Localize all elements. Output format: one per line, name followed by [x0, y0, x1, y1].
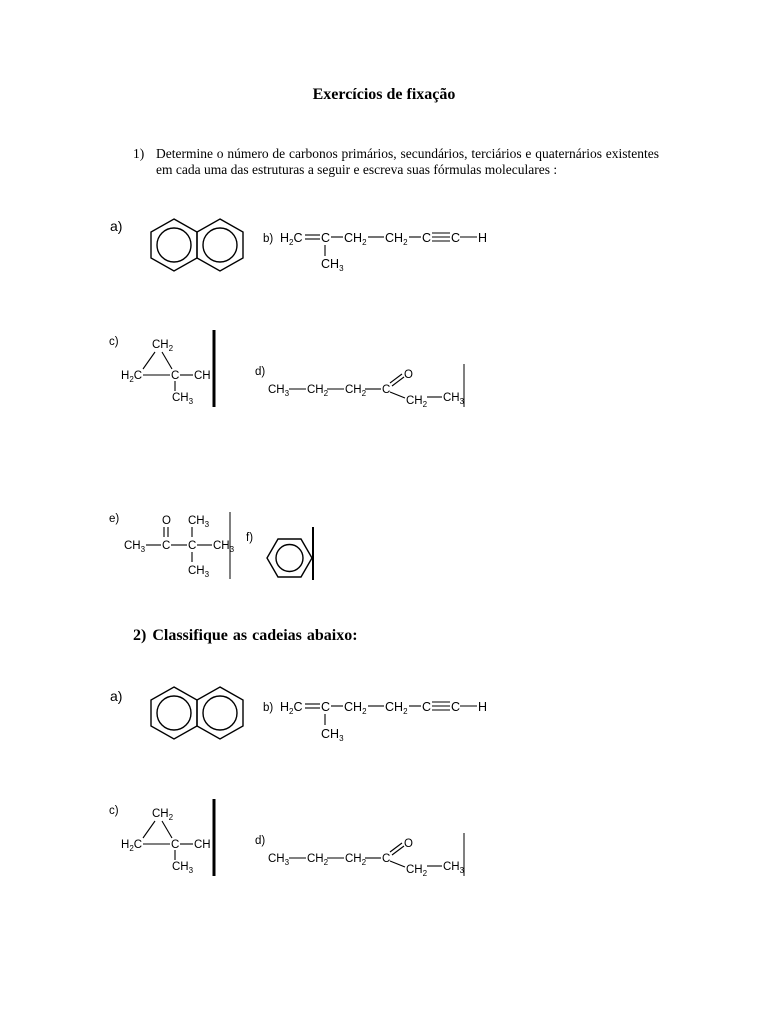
formula-ch3: $CH_3$ — [213, 540, 235, 554]
formula-o: O — [162, 515, 171, 527]
formula-h: H — [478, 700, 488, 714]
question-1-text: Determine o número de carbonos primários, secundários, terciários e quaternários existentes em cada uma das estruturas a seguir e escreva suas fórmulas moleculares : — [156, 146, 659, 177]
formula-ch2: $CH_2$ — [344, 231, 367, 247]
formula-c: C — [422, 231, 432, 245]
formula-h2c: $H_2C$ — [280, 231, 303, 247]
label-1f: f) — [246, 532, 254, 544]
structure-1d — [268, 369, 465, 409]
label-1b: b) — [263, 233, 274, 245]
naphthalene-structure-2a — [151, 687, 243, 739]
formula-ch2: $CH_2$ — [307, 384, 329, 398]
formula-c: C — [422, 700, 432, 714]
question-2-text: Classifique as cadeias abaixo: — [152, 627, 358, 644]
formula-c: C — [382, 853, 391, 865]
question-1-number: 1) — [133, 146, 145, 161]
formula-ch3: $CH_3$ — [443, 861, 465, 875]
formula-h2c: $H_2C$ — [121, 370, 143, 384]
label-2d: d) — [255, 835, 266, 847]
formula-ch2: $CH_2$ — [406, 864, 428, 878]
label-1d: d) — [255, 366, 266, 378]
formula-h2c: $H_2C$ — [280, 700, 303, 716]
formula-c: C — [451, 700, 461, 714]
structure-2b — [280, 700, 487, 743]
formula-ch2: $CH_2$ — [385, 231, 408, 247]
formula-ch3: $CH_3$ — [321, 727, 344, 743]
structure-1e — [124, 515, 235, 579]
formula-ch3: $CH_3$ — [443, 392, 465, 406]
formula-o: O — [404, 838, 413, 850]
formula-ch: CH — [194, 839, 211, 851]
formula-ch3: $CH_3$ — [188, 565, 210, 579]
label-1e: e) — [109, 513, 120, 525]
formula-c: C — [451, 231, 461, 245]
formula-ch: CH — [194, 370, 211, 382]
label-2c: c) — [109, 805, 119, 817]
formula-ch2: $CH_2$ — [344, 700, 367, 716]
formula-ch2: $CH_2$ — [152, 808, 174, 822]
structure-2c — [121, 808, 211, 875]
formula-ch3: $CH_3$ — [268, 384, 290, 398]
formula-ch2: $CH_2$ — [345, 384, 367, 398]
formula-ch3: $CH_3$ — [172, 861, 194, 875]
label-1a: a) — [110, 218, 123, 234]
structure-1b — [280, 231, 487, 273]
formula-c: C — [171, 370, 180, 382]
formula-ch2: $CH_2$ — [307, 853, 329, 867]
question-2-number: 2) — [133, 627, 147, 644]
formula-c: C — [171, 839, 180, 851]
structure-2d — [268, 838, 465, 878]
structure-1c — [121, 339, 211, 406]
formula-ch3: $CH_3$ — [172, 392, 194, 406]
naphthalene-structure-1a — [151, 219, 243, 271]
formula-c: C — [162, 540, 171, 552]
formula-ch3: $CH_3$ — [321, 257, 344, 273]
label-2b: b) — [263, 702, 274, 714]
formula-ch3: $CH_3$ — [188, 515, 210, 529]
formula-ch3: $CH_3$ — [268, 853, 290, 867]
formula-ch3: $CH_3$ — [124, 540, 146, 554]
formula-ch2: $CH_2$ — [345, 853, 367, 867]
formula-h2c: $H_2C$ — [121, 839, 143, 853]
formula-c: C — [188, 540, 197, 552]
label-1c: c) — [109, 336, 119, 348]
formula-ch2: $CH_2$ — [152, 339, 174, 353]
formula-h: H — [478, 231, 488, 245]
formula-c: C — [382, 384, 391, 396]
formula-ch2: $CH_2$ — [406, 395, 428, 409]
formula-ch2: $CH_2$ — [385, 700, 408, 716]
formula-c: C — [321, 231, 331, 245]
formula-o: O — [404, 369, 413, 381]
page-title: Exercícios de fixação — [312, 86, 456, 103]
benzene-structure-1f — [267, 539, 312, 577]
formula-c: C — [321, 700, 331, 714]
label-2a: a) — [110, 688, 123, 704]
